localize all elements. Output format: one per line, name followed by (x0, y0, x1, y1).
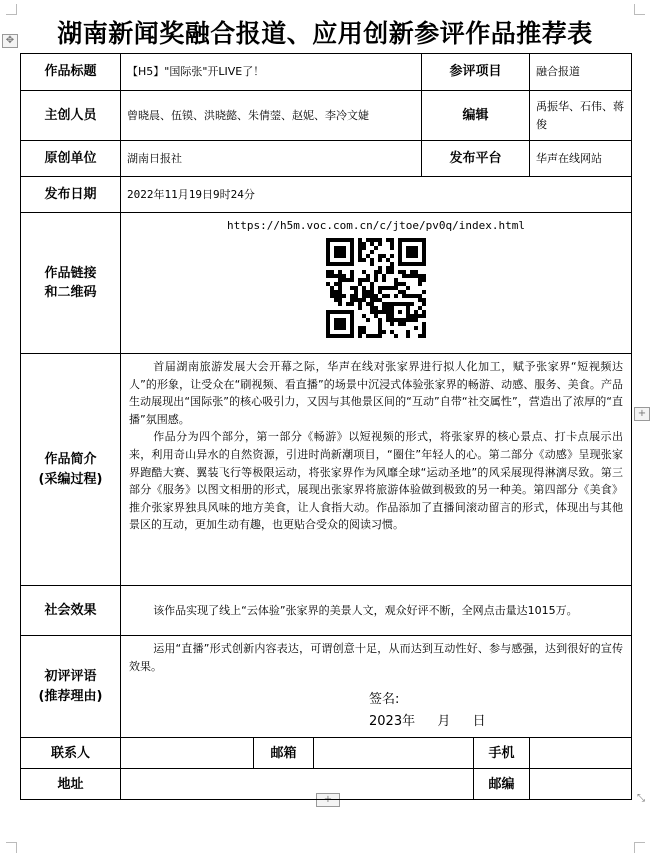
date-day: 日 (472, 714, 486, 730)
page-title: 湖南新闻奖融合报道、应用创新参评作品推荐表 (57, 19, 593, 48)
add-column-handle[interactable]: + (634, 407, 650, 421)
label-editors: 编辑 (422, 91, 530, 141)
value-intro[interactable] (121, 354, 632, 586)
table-move-handle[interactable]: ✥ (2, 34, 18, 48)
value-address[interactable] (121, 769, 474, 800)
label-platform: 发布平台 (422, 141, 530, 177)
work-url-link[interactable]: https://h5m.voc.com.cn/c/jtoe/pv0q/index.html (227, 219, 526, 232)
value-link-qr (121, 213, 632, 354)
intro-paragraph-1: 首届湖南旅游发展大会开幕之际，华声在线对张家界进行拟人化加工，赋予张家界“短视频达人”的形象，让受众在“刷视频、看直播”的场景中沉浸式体验张家界的畅游、动感、服务、美食。产品生动展现出“国际张”的核心吸引力，又因与其他景区间的“互动”自带“社交属性”，营造出了浓厚的“直播”氛围感。 (129, 360, 624, 426)
label-intro (21, 354, 121, 586)
value-postcode[interactable] (530, 769, 632, 800)
qr-code-wrapper (121, 238, 631, 338)
label-address: 地址 (21, 769, 121, 800)
value-platform[interactable]: 华声在线网站 (530, 141, 632, 177)
page-corner-mark (634, 842, 645, 853)
row-creators (21, 91, 632, 141)
row-publish-date (21, 177, 632, 213)
row-contact (21, 738, 632, 769)
value-publish-date[interactable]: 2022年11月19日9时24分 (121, 177, 632, 213)
value-mailbox[interactable] (314, 738, 474, 769)
intro-paragraph-2: 作品分为四个部分，第一部分《畅游》以短视频的形式，将张家界的核心景点、打卡点展示出来，利用奇山异水的自然资源，引进时尚新潮项目，“圈住”年轻人的心。第二部分《动感》呈现张家界跑酷大赛、翼装飞行等极限运动，将张家界作为风靡全球“运动圣地”的风采展现得淋漓尽致。第三部分《服务》以图文相册的形式，展现出张家界将旅游体验做到极致的另一种美。第四部分《美食》推介张家界独具风味的地方美食，让人食指大动。作品添加了直播间滚动留言的形式，体现出与其他景区的互动，更加生动有趣，也更贴合受众的阅读习惯。 (129, 430, 624, 532)
value-editors[interactable]: 禹振华、石伟、蒋俊 (530, 91, 632, 141)
review-text: 运用“直播”形式创新内容表达，可谓创意十足，从而达到互动性好、参与感强，达到很好的宣传效果。 (129, 642, 624, 673)
value-creators[interactable]: 曾晓晨、伍镆、洪晓懿、朱倩蓥、赵妮、李冷文婕 (121, 91, 422, 141)
value-contact[interactable] (121, 738, 254, 769)
label-phone: 手机 (474, 738, 530, 769)
row-review (21, 636, 632, 738)
label-work-title: 作品标题 (21, 54, 121, 91)
row-work-title (21, 54, 632, 91)
label-publish-date: 发布日期 (21, 177, 121, 213)
row-intro (21, 354, 632, 586)
value-category[interactable]: 融合报道 (530, 54, 632, 91)
page-corner-mark (6, 842, 17, 853)
label-contact: 联系人 (21, 738, 121, 769)
recommendation-form-table (20, 53, 632, 800)
label-link-qr-line2: 和二维码 (44, 285, 97, 300)
label-postcode: 邮编 (474, 769, 530, 800)
table-resize-handle[interactable]: ⤡ (637, 793, 645, 804)
label-intro-line1: 作品简介 (44, 452, 97, 467)
date-month: 月 (437, 714, 451, 730)
value-phone[interactable] (530, 738, 632, 769)
value-work-title[interactable]: 【H5】"国际张"开LIVE了！ (121, 54, 422, 91)
label-intro-line2: (采编过程) (38, 471, 103, 487)
social-effect-text: 该作品实现了线上“云体验”张家界的美景人文，观众好评不断，全网点击量达1015万。 (153, 603, 578, 617)
value-social-effect[interactable] (121, 586, 632, 636)
label-review-line2: (推荐理由) (38, 688, 103, 704)
row-social-effect (21, 586, 632, 636)
signature-label: 签名: (369, 692, 400, 708)
label-link-qr (21, 213, 121, 354)
label-original-unit: 原创单位 (21, 141, 121, 177)
row-address (21, 769, 632, 800)
label-creators: 主创人员 (21, 91, 121, 141)
value-original-unit[interactable]: 湖南日报社 (121, 141, 422, 177)
label-review-line1: 初评评语 (44, 669, 97, 685)
date-year: 2023年 (369, 714, 416, 730)
label-mailbox: 邮箱 (254, 738, 314, 769)
label-category: 参评项目 (422, 54, 530, 91)
add-row-handle[interactable]: + (316, 793, 340, 807)
signature-date (369, 711, 623, 733)
qr-code-icon (326, 238, 426, 338)
label-review (21, 636, 121, 738)
signature-block (369, 689, 623, 733)
label-social-effect: 社会效果 (21, 586, 121, 636)
row-link-qr (21, 213, 632, 354)
value-review[interactable] (121, 636, 632, 738)
label-link-qr-line1: 作品链接 (44, 265, 97, 281)
row-original-unit (21, 141, 632, 177)
